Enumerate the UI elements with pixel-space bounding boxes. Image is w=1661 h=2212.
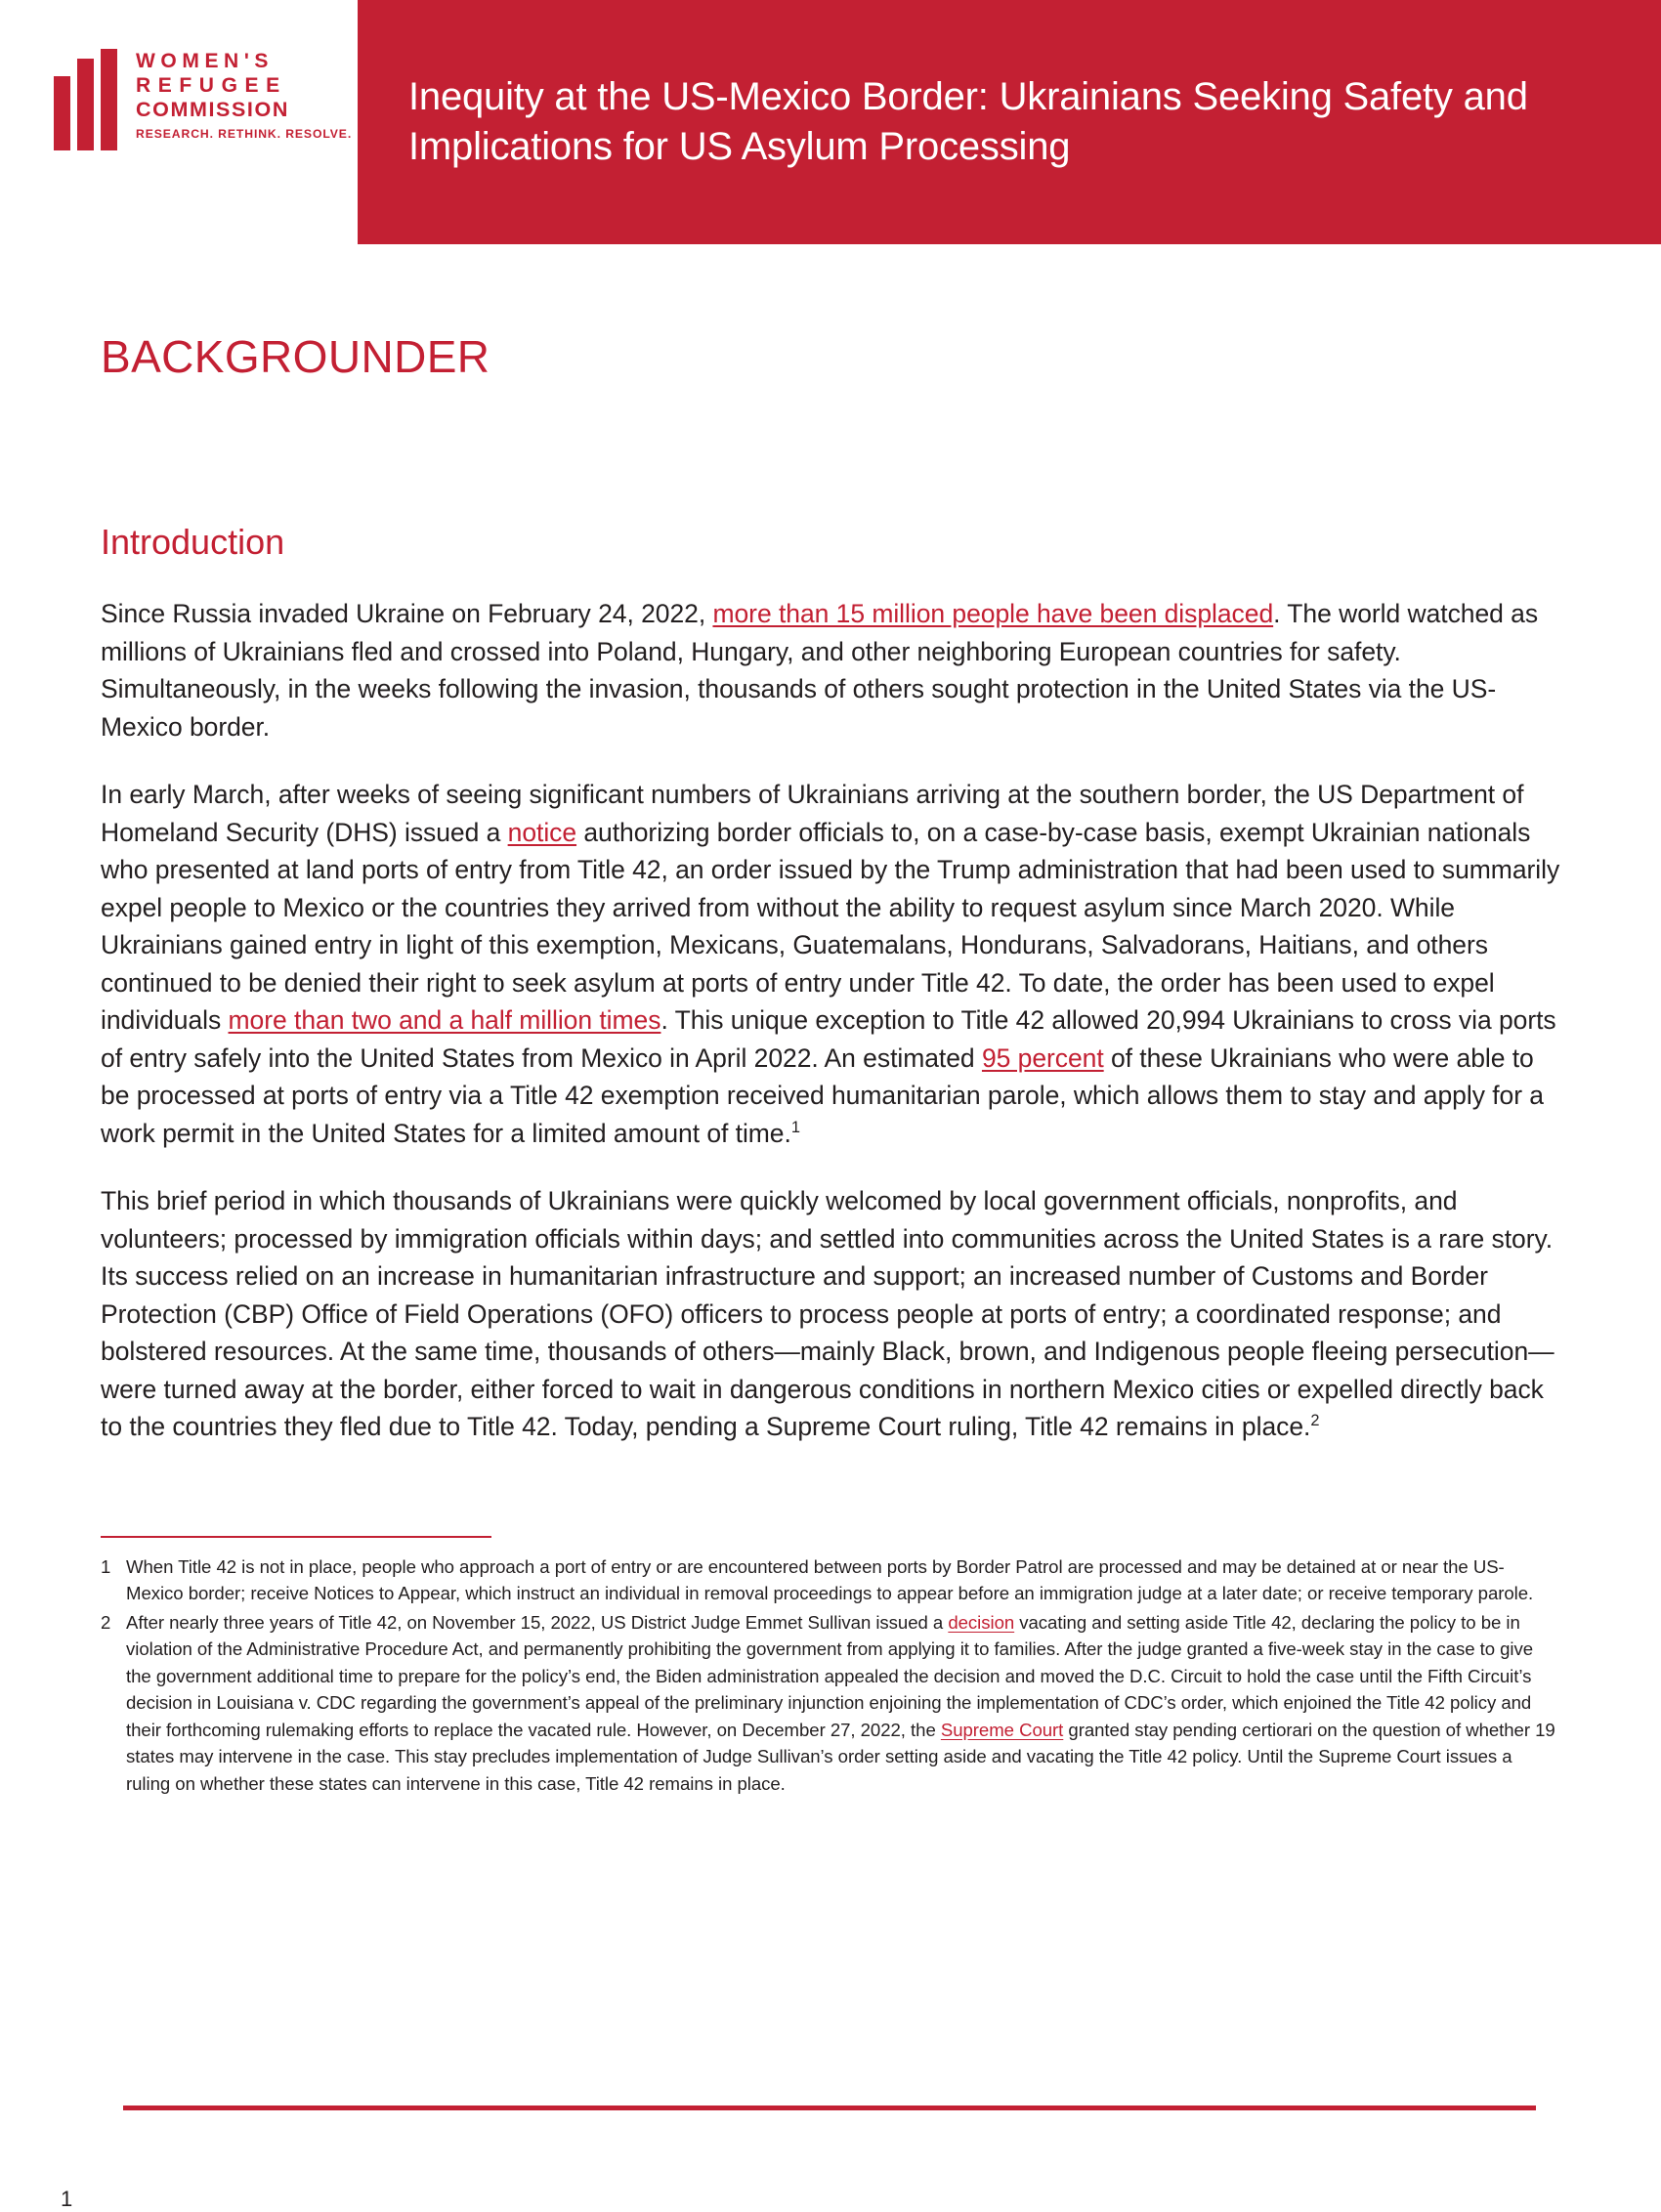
link-displaced-people[interactable]: more than 15 million people have been displaced [712, 599, 1274, 628]
footnote-divider [101, 1536, 491, 1538]
logo-tagline: RESEARCH. RETHINK. RESOLVE. [136, 127, 353, 141]
p2-segment-1: In early March, after weeks of seeing significant numbers of Ukrainians arriving at the southern border, the US Department of Homeland Security (DHS) issued a [101, 780, 1524, 847]
footnote-item-1 [101, 1553, 1560, 1607]
footnote-marker-1[interactable]: 1 [790, 1118, 800, 1136]
link-dhs-notice[interactable]: notice [507, 817, 577, 847]
p3-segment-1: This brief period in which thousands of Ukrainians were quickly welcomed by local government officials, nonprofits, and volunteers; processed by immigration officials within days; and settled into communities across the United States is a rare story. Its success relied on an increase in humanitarian infrastructure and support; an increased number of Customs and Border Protection (CBP) Office of Field Operations (OFO) officers to process people at ports of entry; a coordinated response; and bolstered resources. At the same time, thousands of others—mainly Black, brown, and Indigenous people fleeing persecution—were turned away at the border, either forced to wait in dangerous conditions in northern Mexico cities or expelled directly back to the countries they fled due to Title 42. Today, pending a Supreme Court ruling, Title 42 remains in place. [101, 1186, 1555, 1441]
link-court-decision[interactable]: decision [948, 1611, 1015, 1633]
footnote-number-1: 1 [101, 1555, 111, 1577]
link-95-percent[interactable]: 95 percent [981, 1042, 1104, 1073]
logo-line-refugee: REFUGEE [136, 74, 287, 97]
p2-segment-4: of these Ukrainians who were able to be processed at ports of entry via a Title 42 exemption received humanitarian parole, which allows them to stay and apply for a work permit in the United States for a limited amount of time. [101, 1042, 1544, 1148]
p2-segment-3: . This unique exception to Title 42 allowed 20,994 Ukrainians to cross via ports of entry safely into the United States from Mexico in April 2022. An estimated [101, 1005, 1556, 1073]
footnotes-section [101, 1536, 1560, 1798]
footnote-item-2 [101, 1609, 1560, 1798]
page-number: 1 [61, 2187, 73, 2211]
title-banner [358, 0, 1661, 244]
logo-wordmark [136, 49, 352, 141]
logo-line-womens: WOMEN'S [136, 50, 275, 72]
paragraph-3 [101, 1182, 1560, 1446]
page-body [0, 244, 1661, 1799]
womens-refugee-commission-logo [54, 49, 352, 150]
footnote-number-2: 2 [101, 1611, 111, 1633]
content-column [101, 330, 1560, 1797]
link-supreme-court[interactable]: Supreme Court [940, 1719, 1064, 1740]
p1-segment-1: Since Russia invaded Ukraine on February 24, 2022, [101, 599, 713, 628]
paragraph-1 [101, 595, 1560, 745]
fn1-segment-1: When Title 42 is not in place, people who approach a port of entry or are encountered between ports by Border Patrol are processed and may be detained at or near the US-Mexico border; receive Notices to Appear, which instruct an individual in removal proceedings to appear before an immigration judge at a later date; or receive temporary parole. [126, 1555, 1534, 1603]
paragraph-2 [101, 776, 1560, 1152]
document-title: Inequity at the US-Mexico Border: Ukrainians Seeking Safety and Implications for US Asylum Processing [408, 75, 1528, 168]
logo-line-commission: COMMISSION [136, 98, 289, 121]
fn2-segment-1: After nearly three years of Title 42, on November 15, 2022, US District Judge Emmet Sullivan issued a [126, 1611, 949, 1633]
p1-segment-2: . The world watched as millions of Ukrainians fled and crossed into Poland, Hungary, and other neighboring European countries for safety. Simultaneously, in the weeks following the invasion, thousands of others sought protection in the United States via the US-Mexico border. [101, 599, 1539, 742]
logo-zone [0, 0, 358, 244]
fn2-segment-3: granted stay pending certiorari on the question of whether 19 states may intervene in the case. This stay precludes implementation of Judge Sullivan’s order setting aside and vacating the Title 42 policy. Until the Supreme Court issues a ruling on whether these states can intervene in this case, Title 42 remains in place. [126, 1719, 1555, 1794]
footnote-marker-2[interactable]: 2 [1310, 1412, 1320, 1430]
logo-bars-icon [54, 49, 124, 150]
p2-segment-2: authorizing border officials to, on a case-by-case basis, exempt Ukrainian nationals who presented at land ports of entry from Title 42, an order issued by the Trump administration that had been used to summarily expel people to Mexico or the countries they arrived from without the ability to request asylum since March 2020. While Ukrainians gained entry in light of this exemption, Mexicans, Guatemalans, Hondurans, Salvadorans, Haitians, and others continued to be denied their right to seek asylum at ports of entry under Title 42. To date, the order has been used to expel individuals [101, 817, 1560, 1035]
footer-divider [123, 2106, 1536, 2110]
section-heading-introduction: Introduction [101, 522, 285, 562]
link-expulsion-count[interactable]: more than two and a half million times [228, 1005, 661, 1035]
fn2-segment-2: vacating and setting aside Title 42, declaring the policy to be in violation of the Administrative Procedure Act, and permanently prohibiting the government from applying it to families. After the judge granted a five-week stay in the case to give the government additional time to prepare for the policy’s end, the Biden administration appealed the decision and moved the D.C. Circuit to hold the case until the Fifth Circuit’s decision in Louisiana v. CDC regarding the government’s appeal of the preliminary injunction enjoining the implementation of CDC’s order, which enjoined the Title 42 policy and their forthcoming rulemaking efforts to replace the vacated rule. However, on December 27, 2022, the [126, 1611, 1534, 1740]
footnote-text-2 [126, 1609, 1560, 1798]
doc-type-heading: BACKGROUNDER [101, 331, 490, 382]
document-header [0, 0, 1661, 244]
footnote-text-1 [126, 1553, 1560, 1607]
